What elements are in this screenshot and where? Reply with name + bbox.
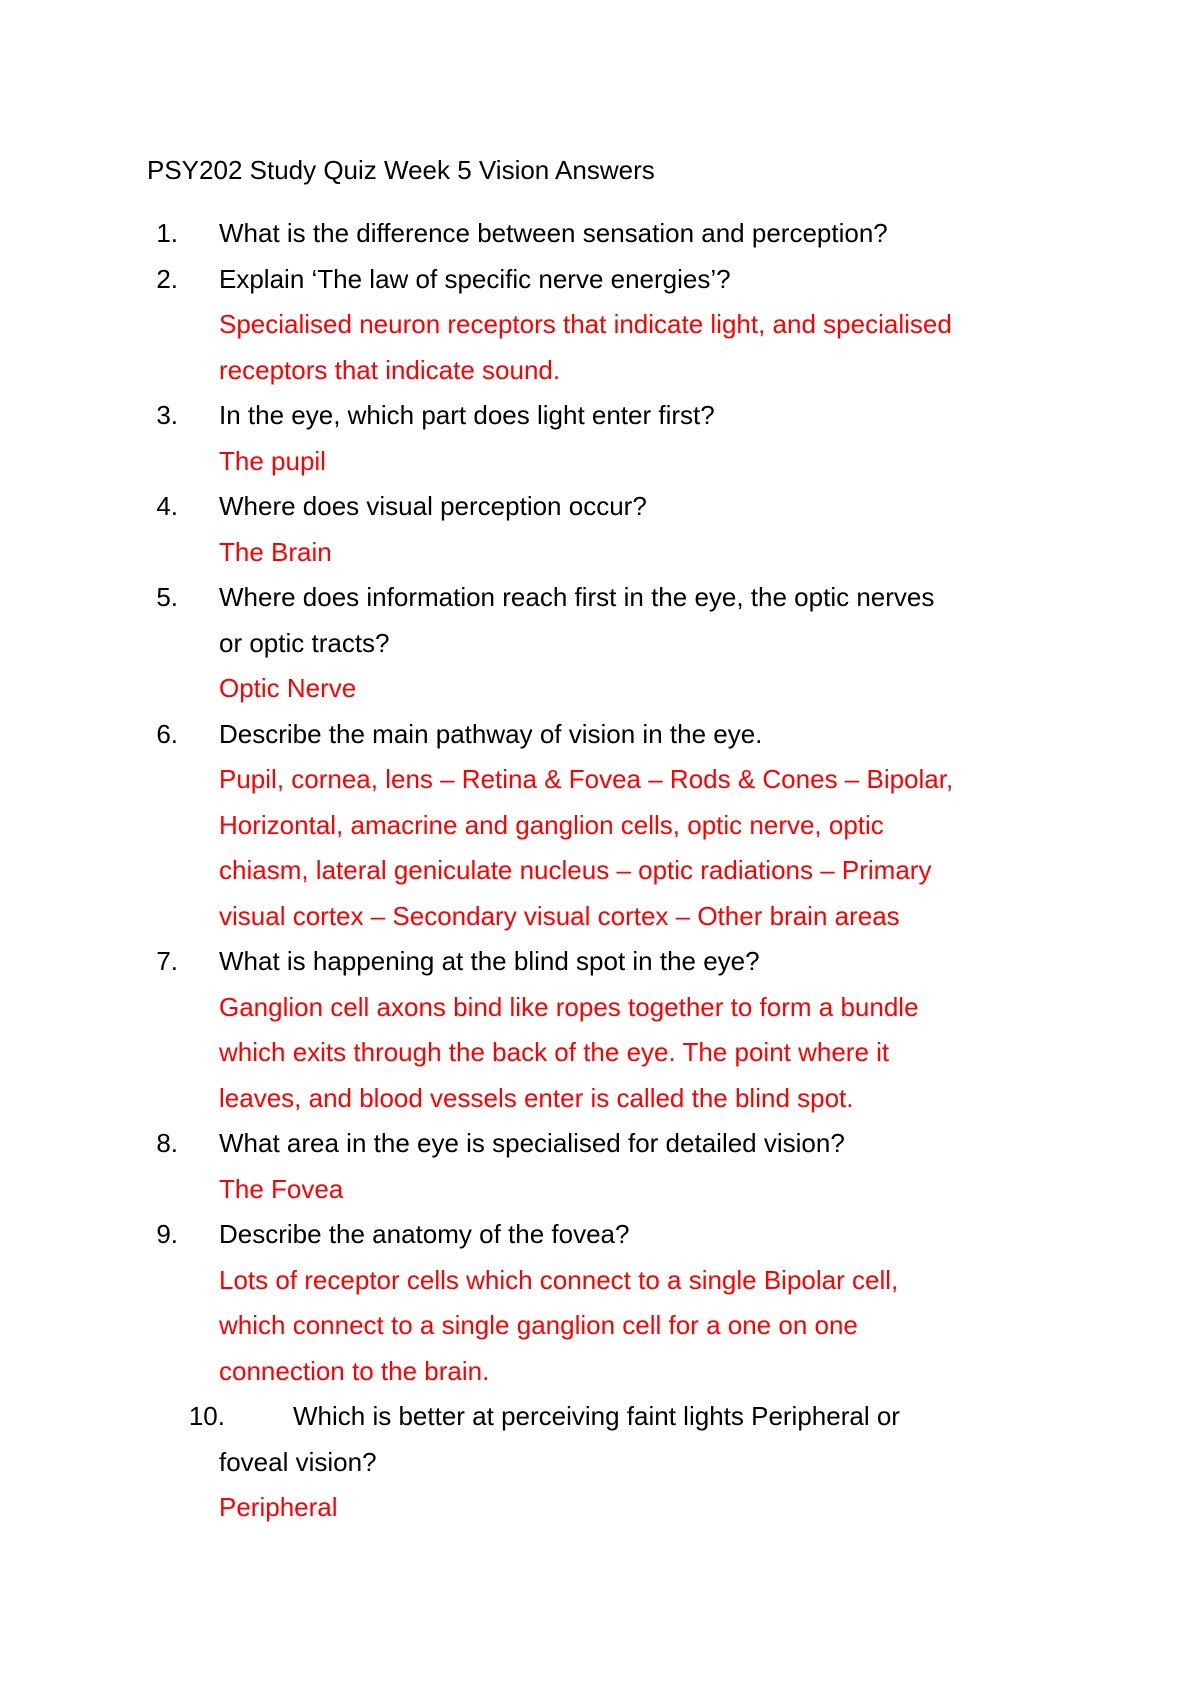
answer-text: The Brain: [219, 536, 332, 567]
question-text: Describe the anatomy of the fovea?: [219, 1219, 630, 1249]
question-item-6: [0, 712, 1200, 940]
answer-text: Pupil, cornea, lens – Retina & Fovea – Rods & Cones – Bipolar, Horizontal, amacrine and ganglion cells, optic nerve, optic chiasm, lateral geniculate nucleus – optic radiations – Primary visual cortex – Secondary visual cortex – Other brain areas: [219, 764, 954, 931]
answer-text: Lots of receptor cells which connect to a single Bipolar cell, which connect to a single ganglion cell for a one on one connection to the brain.: [219, 1264, 899, 1386]
answer-text: Ganglion cell axons bind like ropes together to form a bundle which exits through the back of the eye. The point where it leaves, and blood vessels enter is called the blind spot.: [219, 991, 919, 1113]
question-number: 7.: [156, 946, 178, 976]
question-number: 1.: [156, 218, 178, 248]
question-text: What area in the eye is specialised for detailed vision?: [219, 1128, 845, 1158]
question-text: Where does information reach first in the eye, the optic nerves or optic tracts?: [219, 582, 935, 658]
answer-text: The pupil: [219, 445, 326, 476]
question-number: 6.: [156, 718, 178, 749]
question-item-10: [0, 1394, 1200, 1531]
question-number: 5.: [156, 582, 178, 612]
question-item-5: [0, 575, 1200, 712]
answer-text: The Fovea: [219, 1173, 344, 1204]
question-item-9: [0, 1212, 1200, 1394]
question-item-7: [0, 939, 1200, 1121]
question-item-3: [0, 393, 1200, 484]
question-text: Describe the main pathway of vision in the eye.: [219, 718, 763, 749]
question-number: 2.: [156, 263, 178, 294]
answer-text: Peripheral: [219, 1492, 338, 1522]
question-text: What is the difference between sensation and perception?: [219, 218, 888, 248]
question-text: Which is better at perceiving faint lights Peripheral or foveal vision?: [219, 1401, 900, 1477]
question-text: Explain ‘The law of specific nerve energies’?: [219, 263, 731, 294]
question-item-4: [0, 484, 1200, 575]
question-number: 10.: [188, 1401, 225, 1431]
document-title: PSY202 Study Quiz Week 5 Vision Answers: [147, 155, 655, 185]
question-item-8: [0, 1121, 1200, 1212]
question-item-1: [0, 211, 1200, 257]
question-text: Where does visual perception occur?: [219, 491, 647, 521]
question-number: 3.: [156, 400, 178, 430]
question-list: [0, 211, 1200, 1531]
question-text: In the eye, which part does light enter first?: [219, 400, 715, 430]
question-item-2: [0, 257, 1200, 394]
question-text: What is happening at the blind spot in the eye?: [219, 946, 760, 976]
question-number: 9.: [156, 1219, 178, 1249]
answer-text: Specialised neuron receptors that indicate light, and specialised receptors that indicate sound.: [219, 309, 952, 385]
answer-text: Optic Nerve: [219, 673, 357, 703]
question-number: 8.: [156, 1128, 178, 1158]
question-number: 4.: [156, 491, 178, 521]
